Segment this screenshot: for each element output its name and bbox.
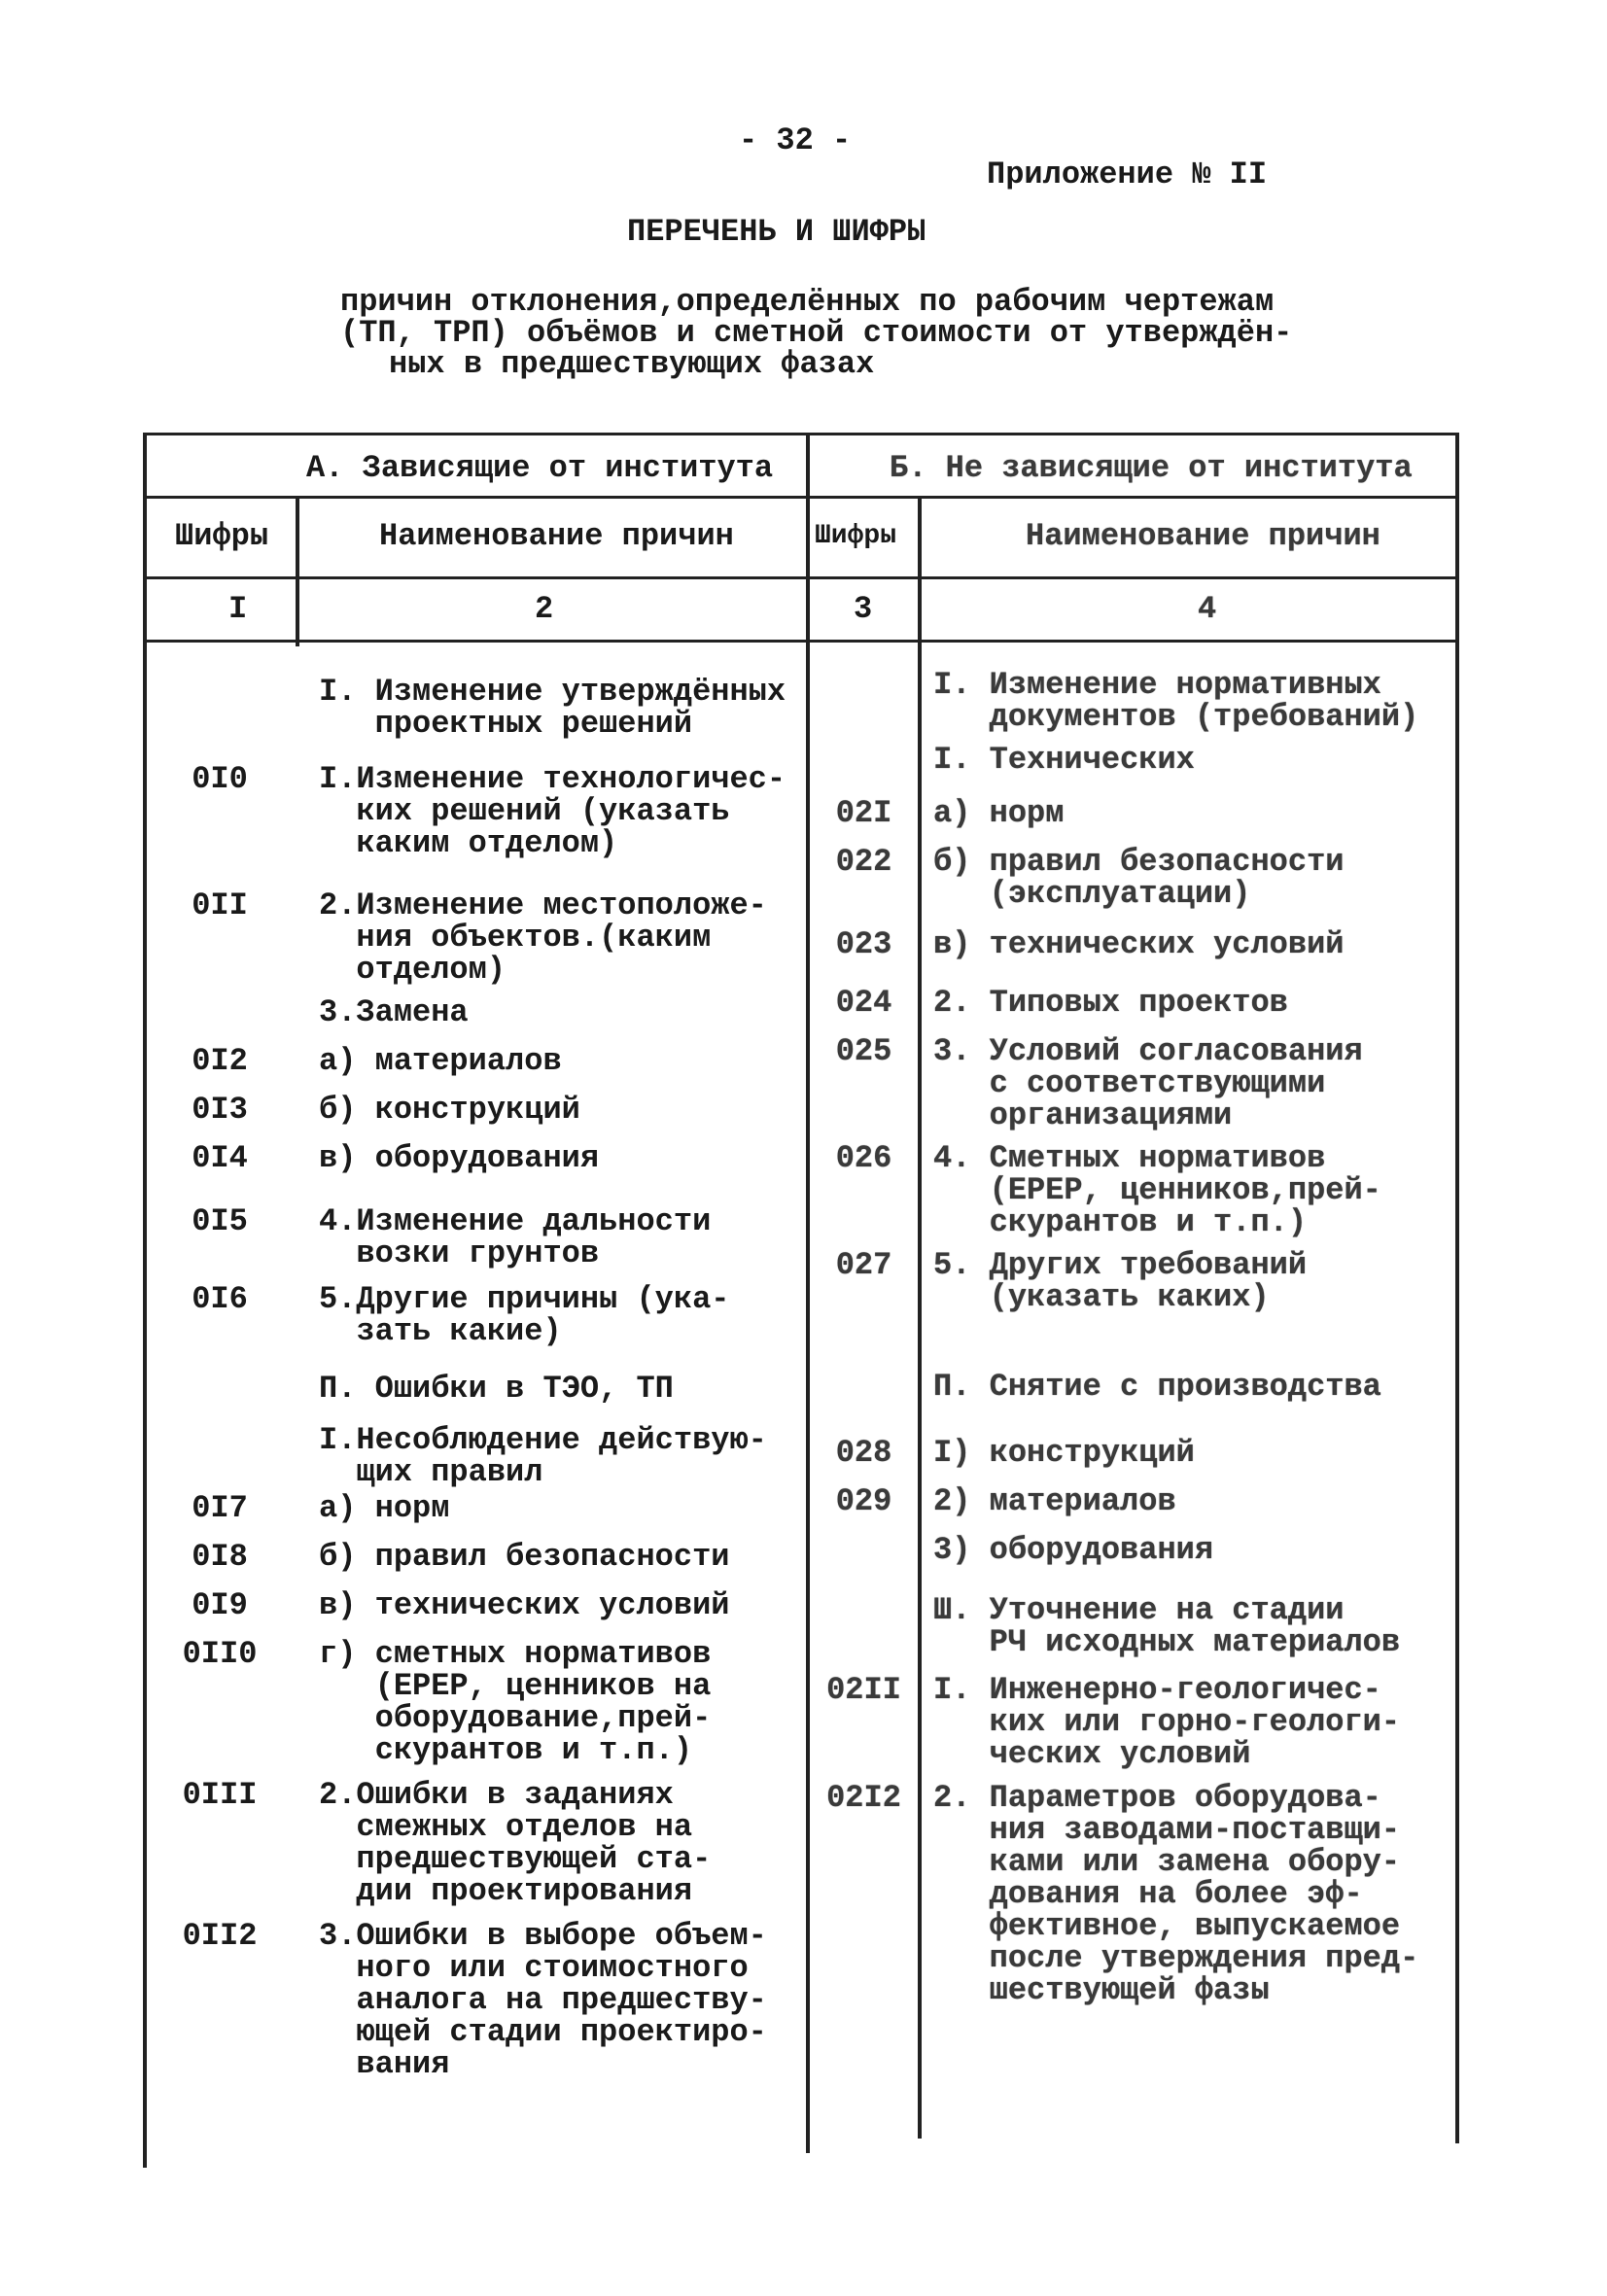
cause-name: 4.Изменение дальности возки грунтов <box>319 1203 712 1271</box>
cause-code: 0I6 <box>192 1281 248 1317</box>
cause-code: 0II0 <box>182 1636 258 1672</box>
cause-code: 024 <box>835 985 892 1021</box>
cause-code: 029 <box>835 1483 892 1519</box>
cause-name: б) правил безопасности <box>319 1539 730 1575</box>
cause-name: 2.Ошибки в заданиях смежных отделов на предшествующей ста- дии проектирования <box>319 1777 712 1909</box>
group-a-header: А. Зависящие от института <box>306 450 774 486</box>
cause-name: I. Изменение нормативных документов (требований) <box>933 667 1419 735</box>
cause-name: I. Инженерно-геологичес- ких или горно-геологи- ческих условий <box>933 1672 1401 1772</box>
column-number-2: 2 <box>535 591 554 627</box>
cause-code: 0I2 <box>192 1043 248 1079</box>
cause-code: 0I8 <box>192 1539 248 1575</box>
cause-name: Ш. Уточнение на стадии РЧ исходных материалов <box>933 1592 1401 1660</box>
cause-name: 3.Замена <box>319 994 469 1030</box>
header-rule-3 <box>143 640 1458 643</box>
cause-name: 2. Типовых проектов <box>933 985 1288 1021</box>
header-code-b: Шифры <box>815 521 897 551</box>
subtitle-line-2: (ТП, ТРП) объёмов и сметной стоимости от утверждён- <box>340 315 1293 351</box>
table-top-rule <box>143 433 1458 435</box>
cause-name: П. Ошибки в ТЭО, ТП <box>319 1371 674 1407</box>
cause-name: I. Технических <box>933 742 1195 778</box>
cause-name: а) норм <box>933 795 1065 831</box>
column-number-1: I <box>228 591 248 627</box>
appendix-label: Приложение № II <box>987 157 1268 192</box>
cause-name: в) технических условий <box>319 1587 730 1623</box>
column-divider-3 <box>918 496 922 2139</box>
column-number-4: 4 <box>1198 591 1217 627</box>
cause-code: 02I <box>835 795 892 831</box>
cause-name: I.Несоблюдение действую- щих правил <box>319 1422 767 1490</box>
cause-name: 2.Изменение местоположе- ния объектов.(каким отделом) <box>319 887 767 988</box>
cause-code: 0III <box>182 1777 258 1813</box>
cause-name: 3. Условий согласования с соответствующими организациями <box>933 1033 1363 1133</box>
cause-code: 0I7 <box>192 1490 248 1526</box>
group-b-header: Б. Не зависящие от института <box>890 450 1413 486</box>
header-code-a: Шифры <box>175 518 269 554</box>
document-title: ПЕРЕЧЕНЬ И ШИФРЫ <box>627 214 926 250</box>
cause-code: 023 <box>835 926 892 962</box>
table-border-right <box>1455 433 1459 2143</box>
cause-name: 4. Сметных нормативов (ЕРЕР, ценников,прей- скурантов и т.п.) <box>933 1140 1381 1240</box>
column-divider-2 <box>806 433 810 2153</box>
cause-code: 0I0 <box>192 761 248 797</box>
cause-name: б) правил безопасности (эксплуатации) <box>933 844 1345 912</box>
header-name-b: Наименование причин <box>1026 518 1380 554</box>
cause-code: 025 <box>835 1033 892 1069</box>
header-rule-2 <box>143 576 1458 579</box>
cause-name: в) технических условий <box>933 926 1345 962</box>
cause-name: 2. Параметров оборудова- ния заводами-поставщи- ками или замена обору- дования на более эф- фективное, выпускаемое после утверждения пред- шествующей фазы <box>933 1780 1419 2008</box>
column-number-3: 3 <box>854 591 873 627</box>
cause-code: 026 <box>835 1140 892 1176</box>
cause-code: 0II <box>192 887 248 923</box>
cause-code: 02II <box>826 1672 901 1708</box>
header-rule-1 <box>143 496 1458 499</box>
cause-name: а) материалов <box>319 1043 562 1079</box>
cause-name: 5. Других требований (указать каких) <box>933 1247 1308 1315</box>
cause-name: в) оборудования <box>319 1140 600 1176</box>
cause-name: а) норм <box>319 1490 450 1526</box>
cause-name: 2) материалов <box>933 1483 1176 1519</box>
cause-code: 022 <box>835 844 892 880</box>
cause-name: г) сметных нормативов (ЕРЕР, ценников на оборудование,прей- скурантов и т.п.) <box>319 1636 712 1768</box>
cause-code: 0II2 <box>182 1918 258 1954</box>
cause-name: 3.Ошибки в выборе объем- ного или стоимостного аналога на предшеству- ющей стадии проектиро- вания <box>319 1918 767 2082</box>
cause-code: 027 <box>835 1247 892 1283</box>
cause-code: 0I3 <box>192 1092 248 1128</box>
page-number: - 32 - <box>739 122 852 158</box>
cause-name: б) конструкций <box>319 1092 580 1128</box>
cause-name: I. Изменение утверждённых проектных решений <box>319 674 786 742</box>
header-name-a: Наименование причин <box>379 518 734 554</box>
cause-name: 3) оборудования <box>933 1532 1214 1568</box>
cause-code: 0I9 <box>192 1587 248 1623</box>
cause-name: 5.Другие причины (ука- зать какие) <box>319 1281 730 1349</box>
cause-name: I) конструкций <box>933 1435 1195 1471</box>
cause-code: 028 <box>835 1435 892 1471</box>
cause-name: П. Снятие с производства <box>933 1369 1381 1405</box>
cause-code: 0I5 <box>192 1203 248 1239</box>
subtitle-line-3: ных в предшествующих фазах <box>389 346 875 382</box>
subtitle-line-1: причин отклонения,определённых по рабочим чертежам <box>340 284 1275 320</box>
cause-name: I.Изменение технологичес- ких решений (указать каким отделом) <box>319 761 786 861</box>
cause-code: 0I4 <box>192 1140 248 1176</box>
column-divider-1 <box>296 496 299 646</box>
cause-code: 02I2 <box>826 1780 901 1816</box>
